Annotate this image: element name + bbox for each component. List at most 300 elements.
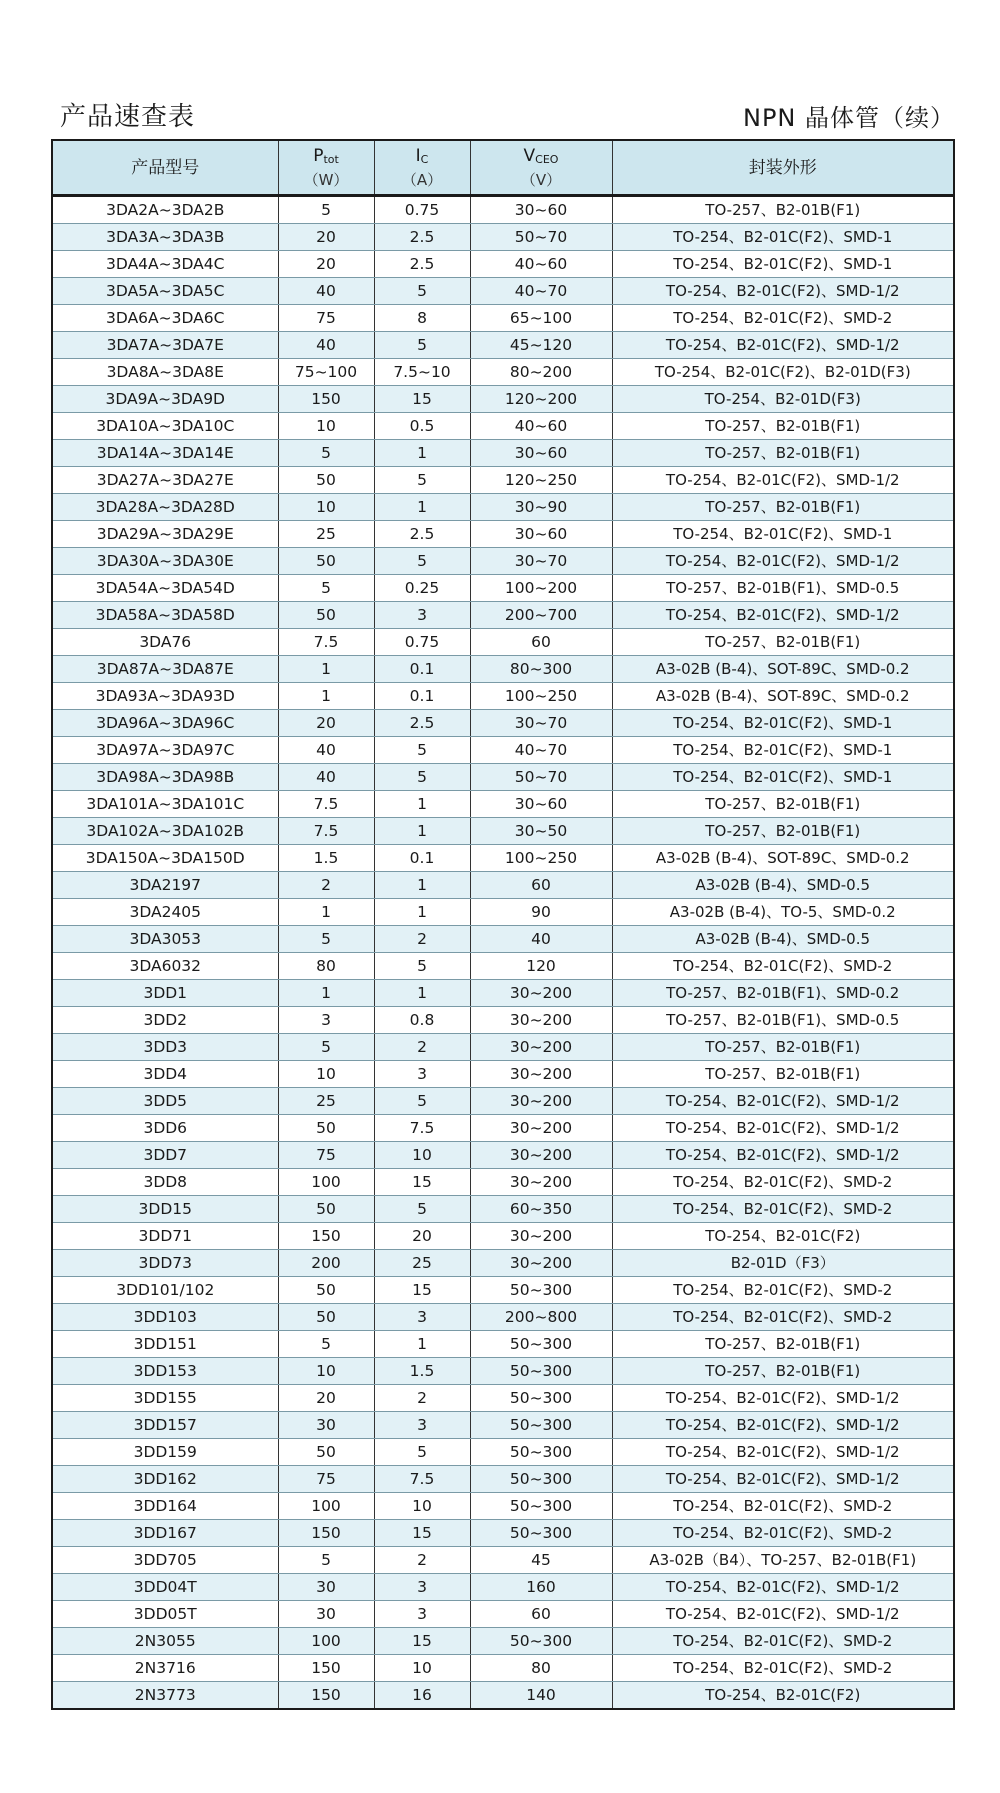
cell-ptot: 150 — [278, 1223, 374, 1250]
cell-ic: 5 — [374, 953, 470, 980]
cell-model: 3DD155 — [52, 1385, 278, 1412]
cell-ptot: 75 — [278, 1466, 374, 1493]
cell-ptot: 75 — [278, 1142, 374, 1169]
cell-model: 3DD2 — [52, 1007, 278, 1034]
cell-ptot: 5 — [278, 1331, 374, 1358]
table-body — [52, 196, 954, 1710]
cell-model: 3DD6 — [52, 1115, 278, 1142]
cell-ic: 5 — [374, 737, 470, 764]
table-row — [52, 467, 954, 494]
cell-model: 3DA8A~3DA8E — [52, 359, 278, 386]
cell-ptot: 20 — [278, 710, 374, 737]
table-row — [52, 818, 954, 845]
table-row — [52, 656, 954, 683]
cell-model: 3DA6A~3DA6C — [52, 305, 278, 332]
cell-model: 3DA28A~3DA28D — [52, 494, 278, 521]
cell-package: TO-254、B2-01C(F2)、SMD-2 — [612, 1520, 954, 1547]
cell-ptot: 5 — [278, 440, 374, 467]
cell-package: TO-254、B2-01D(F3) — [612, 386, 954, 413]
cell-model: 3DD71 — [52, 1223, 278, 1250]
cell-ic: 1 — [374, 791, 470, 818]
cell-ic: 0.8 — [374, 1007, 470, 1034]
cell-package: TO-254、B2-01C(F2)、SMD-1/2 — [612, 1439, 954, 1466]
cell-model: 3DA58A~3DA58D — [52, 602, 278, 629]
table-row — [52, 737, 954, 764]
cell-package: TO-254、B2-01C(F2)、SMD-1/2 — [612, 278, 954, 305]
cell-model: 3DA76 — [52, 629, 278, 656]
cell-package: TO-254、B2-01C(F2)、SMD-2 — [612, 1196, 954, 1223]
cell-model: 3DA87A~3DA87E — [52, 656, 278, 683]
cell-vceo: 30~70 — [470, 548, 612, 575]
cell-model: 3DD3 — [52, 1034, 278, 1061]
cell-ptot: 40 — [278, 764, 374, 791]
cell-ic: 0.25 — [374, 575, 470, 602]
cell-package: TO-254、B2-01C(F2)、SMD-2 — [612, 305, 954, 332]
cell-ic: 15 — [374, 1628, 470, 1655]
column-header-ic — [374, 140, 470, 196]
cell-ptot: 10 — [278, 413, 374, 440]
table-row — [52, 1007, 954, 1034]
cell-package: TO-254、B2-01C(F2)、SMD-1/2 — [612, 1142, 954, 1169]
cell-vceo: 30~200 — [470, 1061, 612, 1088]
cell-vceo: 50~300 — [470, 1439, 612, 1466]
cell-package: TO-257、B2-01B(F1) — [612, 818, 954, 845]
cell-vceo: 80 — [470, 1655, 612, 1682]
cell-ptot: 1 — [278, 899, 374, 926]
cell-package: TO-254、B2-01C(F2)、SMD-1/2 — [612, 1574, 954, 1601]
table-row — [52, 602, 954, 629]
table-row — [52, 764, 954, 791]
cell-ic: 1 — [374, 899, 470, 926]
cell-vceo: 200~800 — [470, 1304, 612, 1331]
cell-ptot: 40 — [278, 332, 374, 359]
cell-ic: 1 — [374, 440, 470, 467]
cell-vceo: 30~200 — [470, 980, 612, 1007]
cell-vceo: 160 — [470, 1574, 612, 1601]
cell-model: 3DA3A~3DA3B — [52, 224, 278, 251]
cell-ptot: 150 — [278, 386, 374, 413]
column-header-vceo-unit: （V） — [520, 170, 562, 189]
table-row — [52, 359, 954, 386]
cell-model: 2N3055 — [52, 1628, 278, 1655]
cell-package: TO-254、B2-01C(F2)、SMD-2 — [612, 1304, 954, 1331]
cell-package: TO-254、B2-01C(F2)、SMD-1 — [612, 251, 954, 278]
cell-model: 3DD73 — [52, 1250, 278, 1277]
cell-ptot: 50 — [278, 548, 374, 575]
cell-ic: 8 — [374, 305, 470, 332]
cell-ptot: 30 — [278, 1412, 374, 1439]
cell-model: 3DA4A~3DA4C — [52, 251, 278, 278]
cell-ptot: 30 — [278, 1574, 374, 1601]
table-row — [52, 251, 954, 278]
cell-ic: 5 — [374, 764, 470, 791]
cell-model: 2N3773 — [52, 1682, 278, 1710]
cell-ptot: 150 — [278, 1655, 374, 1682]
cell-ptot: 25 — [278, 1088, 374, 1115]
cell-vceo: 30~60 — [470, 521, 612, 548]
column-header-vceo-symbol: $V_{CEO}$ — [523, 145, 559, 166]
cell-ic: 7.5 — [374, 1115, 470, 1142]
table-row — [52, 1196, 954, 1223]
cell-ptot: 20 — [278, 251, 374, 278]
cell-model: 3DA98A~3DA98B — [52, 764, 278, 791]
cell-vceo: 50~300 — [470, 1412, 612, 1439]
cell-vceo: 80~200 — [470, 359, 612, 386]
cell-package: TO-257、B2-01B(F1) — [612, 1061, 954, 1088]
cell-package: TO-257、B2-01B(F1)、SMD-0.2 — [612, 980, 954, 1007]
cell-ic: 25 — [374, 1250, 470, 1277]
cell-vceo: 60 — [470, 872, 612, 899]
table-row — [52, 1142, 954, 1169]
cell-vceo: 30~90 — [470, 494, 612, 521]
cell-ptot: 30 — [278, 1601, 374, 1628]
table-row — [52, 1466, 954, 1493]
table-row — [52, 1547, 954, 1574]
cell-package: A3-02B（B4）、TO-257、B2-01B(F1) — [612, 1547, 954, 1574]
cell-vceo: 30~60 — [470, 440, 612, 467]
table-row — [52, 1385, 954, 1412]
cell-ptot: 25 — [278, 521, 374, 548]
cell-ptot: 100 — [278, 1493, 374, 1520]
table-row — [52, 629, 954, 656]
cell-model: 3DD159 — [52, 1439, 278, 1466]
table-row — [52, 386, 954, 413]
table-row — [52, 872, 954, 899]
cell-model: 3DA93A~3DA93D — [52, 683, 278, 710]
table-row — [52, 899, 954, 926]
cell-vceo: 120~200 — [470, 386, 612, 413]
table-row — [52, 1439, 954, 1466]
cell-ic: 1.5 — [374, 1358, 470, 1385]
cell-ic: 15 — [374, 1520, 470, 1547]
cell-ic: 3 — [374, 1061, 470, 1088]
cell-vceo: 30~60 — [470, 196, 612, 224]
cell-ptot: 75 — [278, 305, 374, 332]
cell-ic: 15 — [374, 1277, 470, 1304]
cell-vceo: 30~200 — [470, 1007, 612, 1034]
cell-package: TO-254、B2-01C(F2)、SMD-1/2 — [612, 1088, 954, 1115]
table-row — [52, 1601, 954, 1628]
table-row — [52, 926, 954, 953]
table-row — [52, 710, 954, 737]
cell-vceo: 45 — [470, 1547, 612, 1574]
table-row — [52, 683, 954, 710]
table-row — [52, 332, 954, 359]
cell-ptot: 200 — [278, 1250, 374, 1277]
table-row — [52, 1682, 954, 1710]
cell-model: 3DA102A~3DA102B — [52, 818, 278, 845]
cell-model: 3DA3053 — [52, 926, 278, 953]
table-row — [52, 1169, 954, 1196]
cell-model: 3DA2197 — [52, 872, 278, 899]
table-row — [52, 845, 954, 872]
cell-package: TO-257、B2-01B(F1) — [612, 629, 954, 656]
cell-package: TO-257、B2-01B(F1) — [612, 413, 954, 440]
cell-model: 3DA30A~3DA30E — [52, 548, 278, 575]
page-title: 产品速查表 — [60, 102, 196, 132]
cell-model: 3DA29A~3DA29E — [52, 521, 278, 548]
cell-package: TO-254、B2-01C(F2)、SMD-1/2 — [612, 467, 954, 494]
cell-vceo: 30~200 — [470, 1034, 612, 1061]
cell-package: TO-254、B2-01C(F2)、SMD-2 — [612, 1628, 954, 1655]
cell-vceo: 50~300 — [470, 1331, 612, 1358]
cell-ptot: 150 — [278, 1682, 374, 1710]
cell-model: 3DA96A~3DA96C — [52, 710, 278, 737]
product-table — [51, 139, 955, 1710]
column-header-package-label: 封装外形 — [748, 157, 817, 178]
table-row — [52, 224, 954, 251]
table-row — [52, 791, 954, 818]
cell-ptot: 7.5 — [278, 791, 374, 818]
cell-ic: 5 — [374, 1439, 470, 1466]
cell-vceo: 50~70 — [470, 764, 612, 791]
cell-vceo: 30~70 — [470, 710, 612, 737]
table-row — [52, 1520, 954, 1547]
cell-package: TO-257、B2-01B(F1) — [612, 1358, 954, 1385]
cell-ptot: 10 — [278, 1061, 374, 1088]
cell-ic: 10 — [374, 1655, 470, 1682]
cell-package: TO-254、B2-01C(F2)、SMD-1 — [612, 224, 954, 251]
cell-model: 3DD705 — [52, 1547, 278, 1574]
cell-ic: 2.5 — [374, 251, 470, 278]
cell-ptot: 100 — [278, 1169, 374, 1196]
cell-vceo: 50~300 — [470, 1466, 612, 1493]
cell-package: TO-257、B2-01B(F1) — [612, 1331, 954, 1358]
cell-ic: 2 — [374, 1385, 470, 1412]
cell-model: 3DA6032 — [52, 953, 278, 980]
cell-package: TO-257、B2-01B(F1) — [612, 791, 954, 818]
cell-ptot: 5 — [278, 1547, 374, 1574]
table-row — [52, 1331, 954, 1358]
cell-vceo: 60 — [470, 629, 612, 656]
cell-model: 3DA2405 — [52, 899, 278, 926]
cell-ic: 2.5 — [374, 224, 470, 251]
cell-model: 3DD7 — [52, 1142, 278, 1169]
column-header-ic-unit: （A） — [401, 170, 443, 189]
cell-model: 3DD162 — [52, 1466, 278, 1493]
table-row — [52, 1628, 954, 1655]
cell-vceo: 30~200 — [470, 1142, 612, 1169]
cell-ptot: 50 — [278, 1115, 374, 1142]
cell-package: TO-257、B2-01B(F1) — [612, 1034, 954, 1061]
cell-ic: 15 — [374, 1169, 470, 1196]
cell-model: 3DA27A~3DA27E — [52, 467, 278, 494]
cell-vceo: 30~200 — [470, 1250, 612, 1277]
cell-ptot: 5 — [278, 196, 374, 224]
cell-ic: 1 — [374, 872, 470, 899]
cell-package: A3-02B (B-4)、TO-5、SMD-0.2 — [612, 899, 954, 926]
table-row — [52, 1304, 954, 1331]
cell-ic: 2 — [374, 1547, 470, 1574]
column-header-model — [52, 140, 278, 196]
cell-package: TO-254、B2-01C(F2)、SMD-2 — [612, 1169, 954, 1196]
cell-package: A3-02B (B-4)、SMD-0.5 — [612, 872, 954, 899]
cell-model: 3DD04T — [52, 1574, 278, 1601]
cell-package: A3-02B (B-4)、SOT-89C、SMD-0.2 — [612, 683, 954, 710]
cell-vceo: 100~250 — [470, 845, 612, 872]
cell-model: 3DD167 — [52, 1520, 278, 1547]
cell-ptot: 50 — [278, 1277, 374, 1304]
cell-ptot: 5 — [278, 926, 374, 953]
cell-package: TO-254、B2-01C(F2)、SMD-1/2 — [612, 1466, 954, 1493]
cell-ptot: 1.5 — [278, 845, 374, 872]
cell-model: 3DA5A~3DA5C — [52, 278, 278, 305]
cell-ptot: 40 — [278, 278, 374, 305]
cell-vceo: 50~70 — [470, 224, 612, 251]
table-row — [52, 440, 954, 467]
cell-ic: 1 — [374, 818, 470, 845]
cell-model: 3DA7A~3DA7E — [52, 332, 278, 359]
cell-ptot: 20 — [278, 1385, 374, 1412]
cell-vceo: 50~300 — [470, 1628, 612, 1655]
cell-ic: 3 — [374, 1412, 470, 1439]
table-row — [52, 1088, 954, 1115]
cell-ptot: 7.5 — [278, 629, 374, 656]
column-header-model-label: 产品型号 — [131, 157, 200, 178]
cell-package: TO-254、B2-01C(F2)、SMD-2 — [612, 1655, 954, 1682]
cell-package: TO-254、B2-01C(F2)、SMD-1/2 — [612, 548, 954, 575]
cell-ptot: 5 — [278, 575, 374, 602]
cell-ic: 5 — [374, 467, 470, 494]
cell-ic: 0.1 — [374, 656, 470, 683]
cell-package: TO-257、B2-01B(F1)、SMD-0.5 — [612, 1007, 954, 1034]
cell-package: TO-254、B2-01C(F2)、B2-01D(F3) — [612, 359, 954, 386]
cell-model: 3DA2A~3DA2B — [52, 196, 278, 224]
cell-package: A3-02B (B-4)、SOT-89C、SMD-0.2 — [612, 845, 954, 872]
table-row — [52, 1277, 954, 1304]
cell-model: 3DA97A~3DA97C — [52, 737, 278, 764]
table-row — [52, 1034, 954, 1061]
cell-model: 3DA150A~3DA150D — [52, 845, 278, 872]
cell-ic: 1 — [374, 494, 470, 521]
table-row — [52, 1061, 954, 1088]
cell-vceo: 30~200 — [470, 1169, 612, 1196]
cell-model: 3DD15 — [52, 1196, 278, 1223]
cell-ptot: 100 — [278, 1628, 374, 1655]
cell-model: 3DD05T — [52, 1601, 278, 1628]
table-row — [52, 413, 954, 440]
cell-package: TO-254、B2-01C(F2)、SMD-1/2 — [612, 1115, 954, 1142]
table-row — [52, 305, 954, 332]
cell-vceo: 40~70 — [470, 737, 612, 764]
cell-ic: 5 — [374, 1088, 470, 1115]
column-header-ptot — [278, 140, 374, 196]
cell-package: TO-254、B2-01C(F2)、SMD-1 — [612, 521, 954, 548]
cell-vceo: 100~250 — [470, 683, 612, 710]
cell-package: TO-254、B2-01C(F2)、SMD-1/2 — [612, 1385, 954, 1412]
cell-vceo: 100~200 — [470, 575, 612, 602]
cell-model: 3DA9A~3DA9D — [52, 386, 278, 413]
cell-ic: 2 — [374, 1034, 470, 1061]
cell-ptot: 150 — [278, 1520, 374, 1547]
cell-ic: 7.5~10 — [374, 359, 470, 386]
table-row — [52, 494, 954, 521]
cell-ic: 3 — [374, 1304, 470, 1331]
cell-model: 3DA14A~3DA14E — [52, 440, 278, 467]
cell-package: TO-254、B2-01C(F2)、SMD-2 — [612, 1277, 954, 1304]
cell-ic: 0.5 — [374, 413, 470, 440]
cell-ptot: 10 — [278, 1358, 374, 1385]
cell-package: A3-02B (B-4)、SOT-89C、SMD-0.2 — [612, 656, 954, 683]
cell-vceo: 50~300 — [470, 1358, 612, 1385]
table-row — [52, 1250, 954, 1277]
cell-vceo: 120 — [470, 953, 612, 980]
cell-ic: 0.1 — [374, 683, 470, 710]
table-row — [52, 196, 954, 224]
cell-vceo: 90 — [470, 899, 612, 926]
cell-ic: 0.75 — [374, 629, 470, 656]
cell-vceo: 200~700 — [470, 602, 612, 629]
cell-package: TO-257、B2-01B(F1) — [612, 494, 954, 521]
cell-ic: 5 — [374, 278, 470, 305]
cell-ptot: 10 — [278, 494, 374, 521]
cell-ptot: 50 — [278, 602, 374, 629]
cell-ptot: 1 — [278, 656, 374, 683]
cell-ic: 3 — [374, 602, 470, 629]
table-row — [52, 1412, 954, 1439]
page-subtitle: NPN 晶体管（续） — [742, 104, 955, 132]
cell-model: 3DA54A~3DA54D — [52, 575, 278, 602]
product-table-container — [51, 139, 953, 1710]
table-row — [52, 521, 954, 548]
table-row — [52, 953, 954, 980]
cell-package: TO-254、B2-01C(F2)、SMD-1 — [612, 710, 954, 737]
cell-ptot: 2 — [278, 872, 374, 899]
cell-vceo: 30~200 — [470, 1223, 612, 1250]
cell-model: 3DA10A~3DA10C — [52, 413, 278, 440]
column-header-ptot-unit: （W） — [303, 170, 349, 189]
cell-package: A3-02B (B-4)、SMD-0.5 — [612, 926, 954, 953]
cell-ptot: 3 — [278, 1007, 374, 1034]
cell-ic: 20 — [374, 1223, 470, 1250]
cell-ptot: 75~100 — [278, 359, 374, 386]
table-row — [52, 1493, 954, 1520]
cell-vceo: 30~200 — [470, 1088, 612, 1115]
cell-vceo: 30~200 — [470, 1115, 612, 1142]
cell-model: 3DD153 — [52, 1358, 278, 1385]
cell-ic: 15 — [374, 386, 470, 413]
cell-ic: 5 — [374, 1196, 470, 1223]
table-row — [52, 1115, 954, 1142]
cell-ptot: 20 — [278, 224, 374, 251]
cell-ptot: 1 — [278, 980, 374, 1007]
cell-ic: 0.1 — [374, 845, 470, 872]
cell-ic: 1 — [374, 980, 470, 1007]
cell-model: 3DD4 — [52, 1061, 278, 1088]
cell-model: 3DD101/102 — [52, 1277, 278, 1304]
cell-vceo: 60 — [470, 1601, 612, 1628]
cell-vceo: 50~300 — [470, 1385, 612, 1412]
cell-package: B2-01D（F3） — [612, 1250, 954, 1277]
header-row — [52, 140, 954, 196]
column-header-package — [612, 140, 954, 196]
cell-vceo: 45~120 — [470, 332, 612, 359]
cell-package: TO-254、B2-01C(F2) — [612, 1682, 954, 1710]
cell-package: TO-254、B2-01C(F2)、SMD-2 — [612, 1493, 954, 1520]
cell-package: TO-257、B2-01B(F1) — [612, 440, 954, 467]
table-row — [52, 1574, 954, 1601]
cell-vceo: 60~350 — [470, 1196, 612, 1223]
cell-model: 3DD8 — [52, 1169, 278, 1196]
cell-vceo: 65~100 — [470, 305, 612, 332]
cell-ptot: 50 — [278, 1439, 374, 1466]
cell-model: 3DD157 — [52, 1412, 278, 1439]
cell-vceo: 140 — [470, 1682, 612, 1710]
cell-ic: 5 — [374, 548, 470, 575]
cell-package: TO-254、B2-01C(F2)、SMD-1 — [612, 764, 954, 791]
table-row — [52, 278, 954, 305]
table-row — [52, 980, 954, 1007]
